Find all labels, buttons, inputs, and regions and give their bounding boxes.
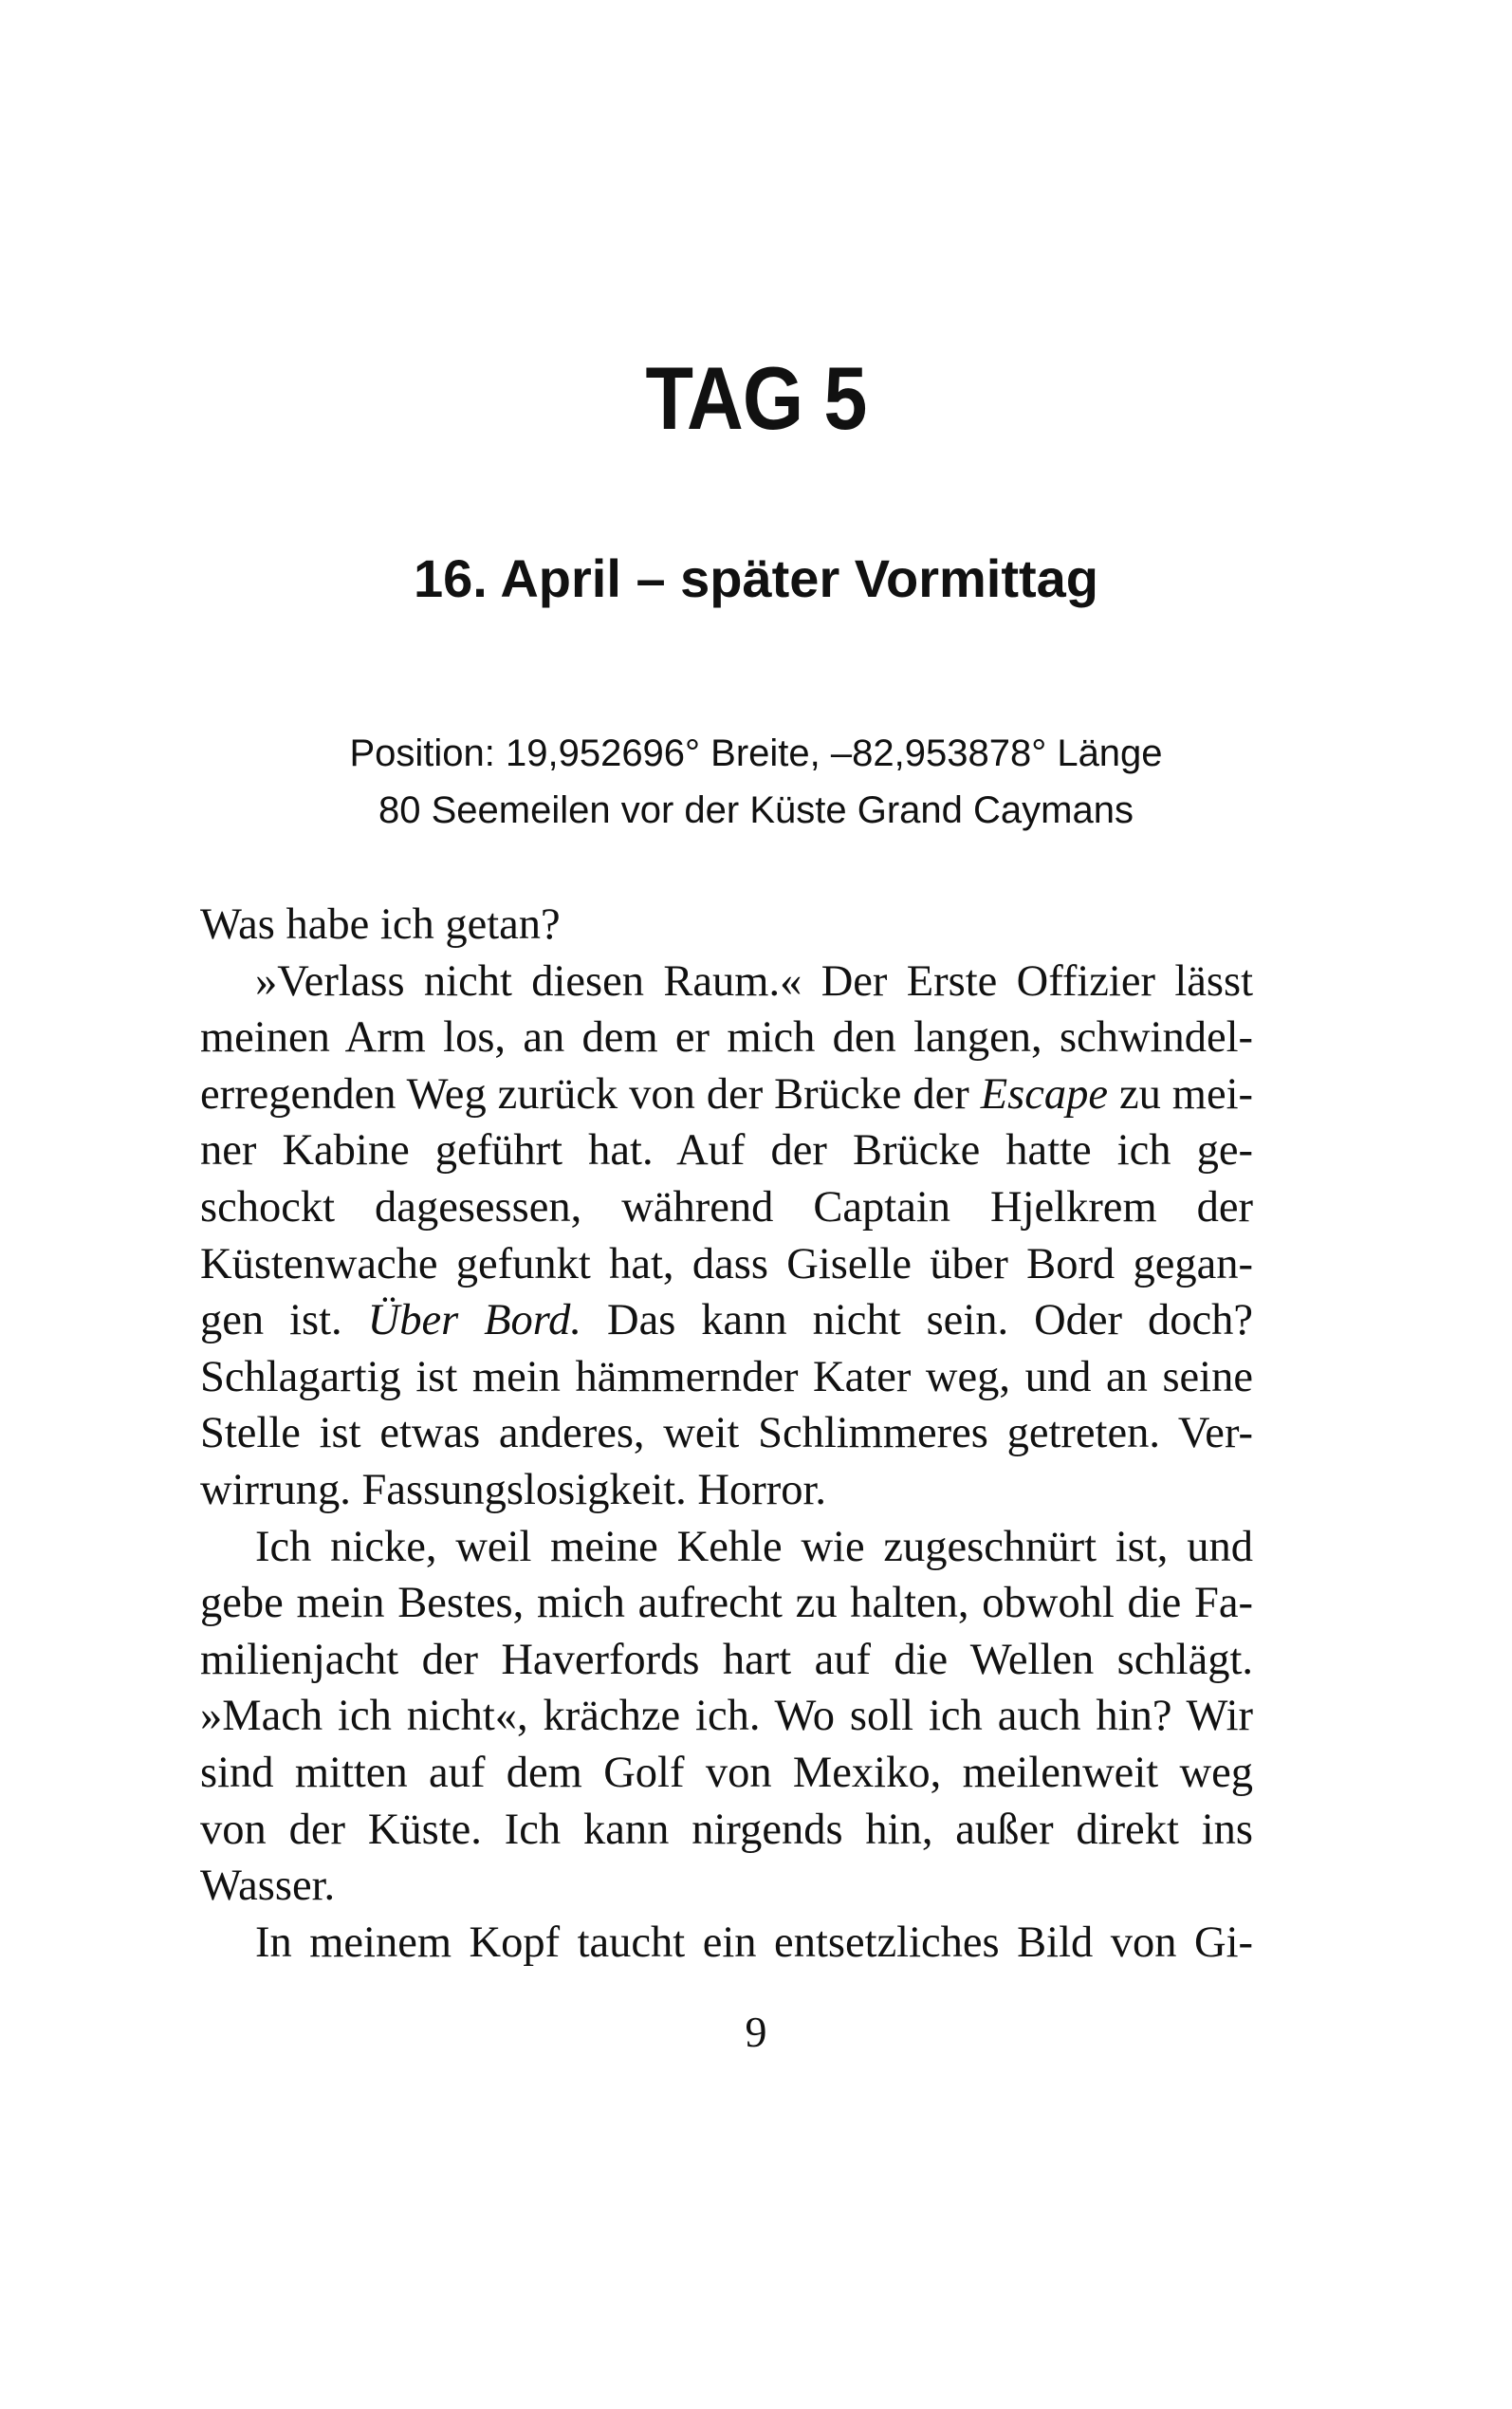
chapter-title: TAG 5 (645, 348, 867, 448)
ship-name-italic: Escape (980, 1069, 1108, 1119)
text-line: In meinem Kopf taucht ein entsetzliches Bild von Gi- (255, 1918, 1253, 1967)
body-text (200, 897, 1253, 1971)
text-line: Was habe ich getan? (200, 900, 561, 949)
position-line: Position: 19,952696° Breite, –82,953878° Länge (349, 732, 1163, 774)
text-line: Küstenwache gefunkt hat, dass Giselle über Bord gegan- (200, 1239, 1253, 1288)
chapter-date: 16. April – später Vormittag (414, 548, 1098, 608)
text-line: wirrung. Fassungslosigkeit. Horror. (200, 1465, 827, 1514)
text-line: ner Kabine geführt hat. Auf der Brücke hatte ich ge- (200, 1126, 1253, 1176)
distance-line: 80 Seemeilen vor der Küste Grand Caymans (378, 789, 1134, 831)
text-line: Schlagartig ist mein hämmernder Kater weg, und an seine (200, 1352, 1253, 1401)
text-line: gebe mein Bestes, mich aufrecht zu halten, obwohl die Fa- (200, 1579, 1253, 1628)
text-line: milienjacht der Haverfords hart auf die Wellen schlägt. (200, 1635, 1253, 1684)
text-segment: zu mei- (1107, 1069, 1253, 1119)
text-segment: gen ist. (200, 1296, 368, 1345)
text-line: Stelle ist etwas anderes, weit Schlimmeres getreten. Ver- (200, 1409, 1253, 1458)
text-line: Wasser. (200, 1862, 336, 1911)
text-line: Ich nicke, weil meine Kehle wie zugeschnürt ist, und (255, 1522, 1253, 1571)
text-line (200, 1066, 1253, 1123)
text-line: von der Küste. Ich kann nirgends hin, außer direkt ins (200, 1805, 1253, 1854)
location-block (0, 725, 1512, 839)
text-line: schockt dagesessen, während Captain Hjelkrem der (200, 1182, 1253, 1232)
emphasis-italic: Über Bord. (367, 1296, 582, 1345)
text-line: »Verlass nicht diesen Raum.« Der Erste Offizier lässt (255, 956, 1253, 1006)
text-line: sind mitten auf dem Golf von Mexiko, meilenweit weg (200, 1748, 1253, 1797)
text-segment: erregenden Weg zurück von der Brücke der (200, 1069, 981, 1119)
text-segment: Das kann nicht sein. Oder doch? (581, 1296, 1254, 1345)
text-line: meinen Arm los, an dem er mich den langen, schwindel- (200, 1013, 1253, 1063)
page-number: 9 (745, 2008, 767, 2056)
text-line (200, 1292, 1253, 1349)
text-line: »Mach ich nicht«, krächze ich. Wo soll ich auch hin? Wir (200, 1692, 1253, 1741)
